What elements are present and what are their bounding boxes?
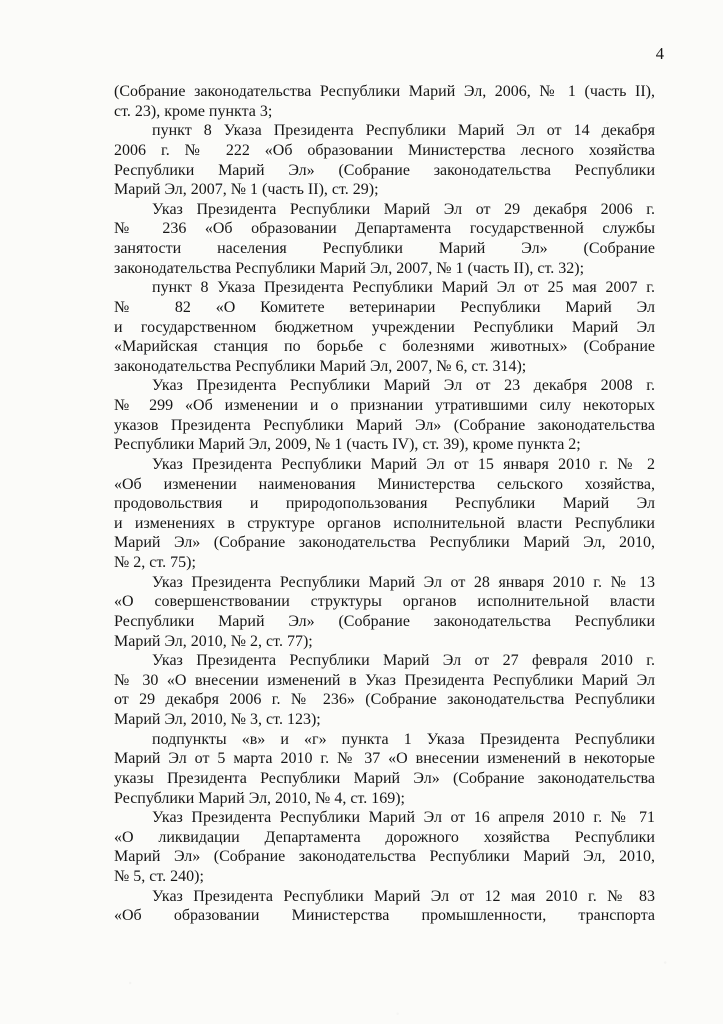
text-line: «Марийская станция по борьбе с болезнями животных» (Собрание (114, 338, 655, 356)
text-line: указы Президента Республики Марий Эл» (Собрание законодательства (114, 769, 655, 787)
text-line: Указ Президента Республики Марий Эл от 23 декабря 2008 г. (152, 377, 655, 395)
text-line: ст. 23), кроме пункта 3; (114, 102, 273, 120)
text-line: Марий Эл, 2010, № 2, ст. 77); (114, 632, 313, 650)
text-line: Марий Эл, 2010, № 3, ст. 123); (114, 711, 321, 728)
text-line: «Об образовании Министерства промышленности, транспорта (114, 907, 655, 925)
paragraph (114, 455, 655, 573)
paragraph (114, 573, 655, 652)
text-line: подпункты «в» и «г» пункта 1 Указа Президента Республики (152, 730, 655, 748)
text-line: № 2, ст. 75); (114, 554, 196, 571)
text-line: Указ Президента Республики Марий Эл от 29 декабря 2006 г. (152, 200, 655, 218)
text-line: № 5, ст. 240); (114, 868, 204, 885)
text-line: законодательства Республики Марий Эл, 2007, № 6, ст. 314); (114, 357, 527, 375)
text-line: Указ Президента Республики Марий Эл от 28 января 2010 г. № 13 (152, 573, 655, 591)
paragraph (114, 887, 655, 926)
text-line: Республики Марий Эл» (Собрание законодательства Республики (114, 161, 655, 179)
paragraph (114, 82, 655, 121)
text-line: Марий Эл, 2007, № 1 (часть II), ст. 29); (114, 181, 379, 199)
paragraph (114, 730, 655, 809)
text-line: Республики Марий Эл, 2009, № 1 (часть IV), ст. 39), кроме пункта 2; (114, 436, 581, 454)
text-line: № 30 «О внесении изменений в Указ Президента Республики Марий Эл (114, 671, 655, 689)
paragraph (114, 376, 655, 455)
text-line: «Об изменении наименования Министерства сельского хозяйства, (114, 475, 655, 493)
text-line: законодательства Республики Марий Эл, 2007, № 1 (часть II), ст. 32); (114, 259, 585, 277)
text-line: Указ Президента Республики Марий Эл от 16 апреля 2010 г. № 71 (152, 809, 655, 827)
text-line: Марий Эл от 5 марта 2010 г. № 37 «О внесении изменений в некоторые (114, 750, 655, 768)
text-line: пункт 8 Указа Президента Республики Марий Эл от 14 декабря (152, 122, 655, 140)
paragraph (114, 651, 655, 730)
text-line: занятости населения Республики Марий Эл» (Собрание (114, 240, 655, 257)
text-line: и государственном бюджетном учреждении Республики Марий Эл (114, 318, 655, 336)
text-line: № 299 «Об изменении и о признании утратившими силу некоторых (114, 397, 655, 414)
text-line: «О ликвидации Департамента дорожного хозяйства Республики (114, 828, 655, 846)
text-line: от 29 декабря 2006 г. № 236» (Собрание законодательства Республики (114, 691, 655, 709)
text-line: «О совершенствовании структуры органов исполнительной власти (114, 593, 655, 611)
document-text-block (114, 82, 655, 926)
text-line: Указ Президента Республики Марий Эл от 12 мая 2010 г. № 83 (152, 887, 655, 905)
text-line: пункт 8 Указа Президента Республики Марий Эл от 25 мая 2007 г. (152, 279, 655, 297)
text-line: Республики Марий Эл» (Собрание законодательства Республики (114, 612, 655, 630)
text-line: и изменениях в структуре органов исполнительной власти Республики (114, 514, 655, 532)
page-number: 4 (655, 44, 664, 63)
paragraph (114, 808, 655, 887)
text-line: Марий Эл» (Собрание законодательства Республики Марий Эл, 2010, (114, 534, 655, 552)
paragraph (114, 278, 655, 376)
paragraph (114, 121, 655, 200)
paragraph (114, 200, 655, 279)
text-line: (Собрание законодательства Республики Марий Эл, 2006, № 1 (часть II), (114, 83, 655, 100)
text-line: указов Президента Республики Марий Эл» (Собрание законодательства (114, 416, 655, 434)
text-line: 2006 г. № 222 «Об образовании Министерства лесного хозяйства (114, 141, 655, 159)
text-line: № 236 «Об образовании Департамента государственной службы (114, 220, 655, 238)
text-line: Указ Президента Республики Марий Эл от 27 февраля 2010 г. (152, 652, 655, 670)
text-line: продовольствия и природопользования Республики Марий Эл (114, 495, 655, 513)
text-line: Марий Эл» (Собрание законодательства Республики Марий Эл, 2010, (114, 848, 655, 866)
text-line: Указ Президента Республики Марий Эл от 15 января 2010 г. № 2 (152, 455, 655, 473)
text-line: Республики Марий Эл, 2010, № 4, ст. 169); (114, 789, 405, 807)
text-line: № 82 «О Комитете ветеринарии Республики Марий Эл (114, 298, 655, 316)
